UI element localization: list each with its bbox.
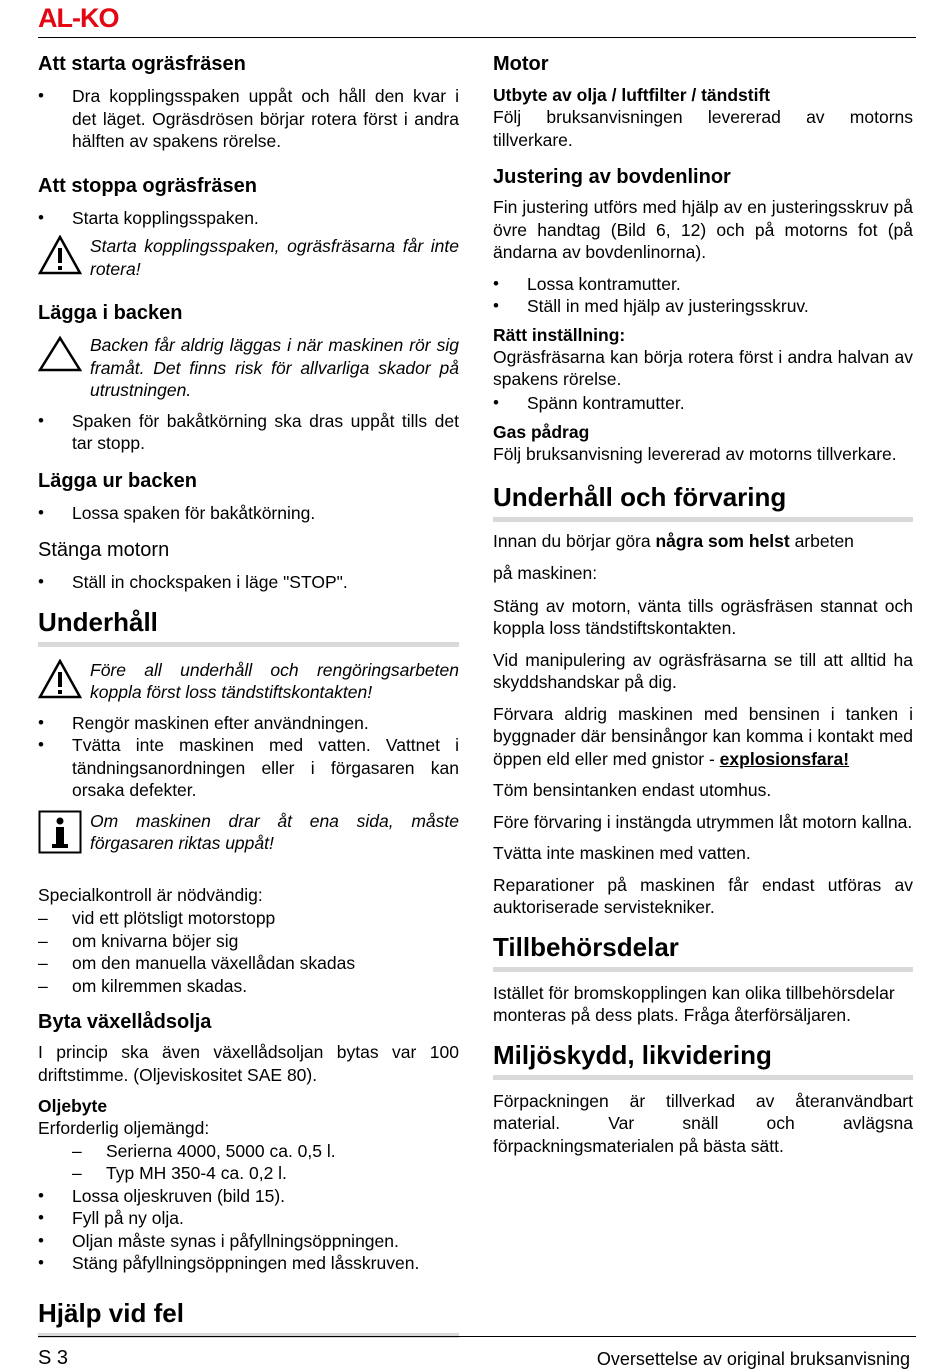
care-intro-a: Innan du börjar göra — [493, 530, 656, 551]
care-p3 — [493, 703, 913, 771]
reverse-out-list — [38, 502, 459, 525]
list-item: – vid ett plötsligt motorstopp — [38, 907, 459, 930]
bowden-text: Fin justering utförs med hjälp av en justeringsskruv på övre handtag (Bild 6, 12) och på motorns fot (på ändarna av bovdenlinorna). — [493, 197, 913, 262]
maintenance-info — [38, 810, 459, 858]
motor-text: Följ bruksanvisningen levererad av motorns tillverkare. — [493, 107, 913, 150]
list-item: • Rengör maskinen efter användningen. — [38, 712, 459, 735]
list-item: • Ställ in chockspaken i läge "STOP". — [38, 571, 459, 594]
caution-icon — [38, 334, 82, 374]
right-column — [493, 46, 913, 1157]
care-intro-bold: några som helst — [655, 530, 790, 551]
oil-steps-list — [38, 1185, 459, 1275]
start-title: Att starta ogräsfräsen — [38, 53, 246, 75]
throttle-title: Gas pådrag — [493, 422, 590, 442]
warning-text: Före all underhåll och rengöringsarbeten koppla först loss tändstiftskontakten! — [90, 659, 459, 702]
explosion-warning: explosionsfara! — [719, 748, 850, 769]
list-item: • Starta kopplingsspaken. — [38, 207, 459, 230]
bowden-title: Justering av bovdenlinor — [493, 166, 731, 188]
footer-rule — [38, 1336, 916, 1337]
stop-warning — [38, 235, 459, 280]
accessories-text: Istället för bromskopplingen kan olika tillbehörsdelar monteras på dess plats. Fråga återförsäljaren. — [493, 982, 895, 1025]
list-item: – om kilremmen skadas. — [38, 975, 459, 998]
list-item: • Stäng påfyllningsöppningen med låsskruven. — [38, 1252, 459, 1275]
motor-title: Motor — [493, 53, 549, 75]
environment-title: Miljöskydd, likvidering — [493, 1039, 913, 1080]
list-item: – om knivarna böjer sig — [38, 930, 459, 953]
reverse-warning — [38, 334, 459, 402]
motor-subtitle: Utbyte av olja / luftfilter / tändstift — [493, 85, 771, 105]
list-item: – Typ MH 350-4 ca. 0,2 l. — [38, 1162, 459, 1185]
warning-text: Backen får aldrig läggas i när maskinen rör sig framåt. Det finns risk för allvarliga skador på utrustningen. — [90, 335, 459, 400]
care-p2: Vid manipulering av ogräsfräsarna se till att alltid ha skyddshandskar på dig. — [493, 649, 913, 692]
list-item: – om den manuella växellådan skadas — [38, 952, 459, 975]
logo-text: AL-KO — [38, 4, 119, 30]
engine-stop-title: Stänga motorn — [38, 539, 170, 561]
list-item: • Dra kopplingsspaken uppåt och håll den kvar i det läget. Ogräsdrösen börjar rotera först i andra hälften av spakens rörelse. — [38, 85, 459, 153]
maintenance-list — [38, 712, 459, 802]
list-item: • Oljan måste synas i påfyllningsöppningen. — [38, 1230, 459, 1253]
gear-oil-title: Byta växellådsolja — [38, 1011, 212, 1033]
list-item: • Lossa spaken för bakåtkörning. — [38, 502, 459, 525]
care-p7: Reparationer på maskinen får endast utföras av auktoriserade servistekniker. — [493, 874, 913, 917]
gear-oil-text: I princip ska även växellådsoljan bytas var 100 driftstimme. (Oljeviskositet SAE 80). — [38, 1042, 459, 1085]
care-p6: Tvätta inte maskinen med vatten. — [493, 843, 751, 863]
list-item: • Fyll på ny olja. — [38, 1207, 459, 1230]
list-item: • Spänn kontramutter. — [493, 392, 913, 415]
help-title: Hjälp vid fel — [38, 1297, 459, 1338]
maintenance-title: Underhåll — [38, 606, 459, 647]
care-p4: Töm bensintanken endast utomhus. — [493, 780, 772, 800]
engine-stop-list — [38, 571, 459, 594]
reverse-out-title: Lägga ur backen — [38, 469, 197, 492]
stop-list — [38, 207, 459, 230]
oil-amount-label: Erforderlig oljemängd: — [38, 1118, 210, 1138]
accessories-title: Tillbehörsdelar — [493, 931, 913, 972]
header-rule — [38, 37, 916, 38]
special-list — [38, 907, 459, 997]
stop-title: Att stoppa ogräsfräsen — [38, 174, 257, 197]
reverse-in-title: Lägga i backen — [38, 302, 183, 324]
list-item: • Lossa oljeskruven (bild 15). — [38, 1185, 459, 1208]
warning-text: Starta kopplingsspaken, ogräsfräsarna får inte rotera! — [90, 236, 459, 279]
alko-logo — [38, 4, 138, 30]
care-intro-c: på maskinen: — [493, 563, 598, 583]
care-intro — [493, 530, 913, 553]
throttle-text: Följ bruksanvisning levererad av motorns tillverkare. — [493, 444, 897, 464]
list-item: • Ställ in med hjälp av justeringsskruv. — [493, 295, 913, 318]
special-intro: Specialkontroll är nödvändig: — [38, 884, 263, 905]
care-p3-text: Förvara aldrig maskinen med bensinen i tanken i byggnader där bensinångor kan komma i kontakt med öppen eld eller med gnistor - — [493, 703, 913, 769]
reverse-in-list — [38, 410, 459, 455]
page-number: S 3 — [38, 1347, 69, 1369]
environment-text: Förpackningen är tillverkad av återanvändbart material. Var snäll och avlägsna förpackningsmaterialen på bästa sätt. — [493, 1090, 913, 1156]
start-list — [38, 85, 459, 153]
care-p5: Före förvaring i instängda utrymmen låt motorn kallna. — [493, 811, 913, 832]
maintenance-warning — [38, 659, 459, 704]
info-text: Om maskinen drar åt ena sida, måste förgasaren riktas uppåt! — [90, 810, 459, 853]
warning-icon — [38, 659, 82, 699]
list-item: • Spaken för bakåtkörning ska dras uppåt tills det tar stopp. — [38, 410, 459, 455]
correct-list — [493, 392, 913, 415]
correct-title: Rätt inställning: — [493, 324, 626, 345]
oil-amount-list — [38, 1140, 459, 1185]
left-column — [38, 46, 459, 1338]
oil-change-title: Oljebyte — [38, 1096, 108, 1116]
footer-note: Oversettelse av original bruksanvisning — [596, 1349, 910, 1369]
care-title: Underhåll och förvaring — [493, 481, 913, 522]
list-item: • Lossa kontramutter. — [493, 273, 913, 296]
bowden-list — [493, 273, 913, 318]
care-intro-b: arbeten — [789, 530, 854, 551]
warning-icon — [38, 235, 82, 275]
care-p1: Stäng av motorn, vänta tills ogräsfräsen stannat och koppla loss tändstiftskontakten. — [493, 595, 913, 638]
list-item: • Tvätta inte maskinen med vatten. Vattnet i tändningsanordningen eller i förgasaren kan orsaka defekter. — [38, 734, 459, 802]
correct-text: Ogräsfräsarna kan börja rotera först i andra halvan av spakens rörelse. — [493, 346, 913, 389]
list-item: – Serierna 4000, 5000 ca. 0,5 l. — [38, 1140, 459, 1163]
info-icon — [38, 810, 82, 854]
